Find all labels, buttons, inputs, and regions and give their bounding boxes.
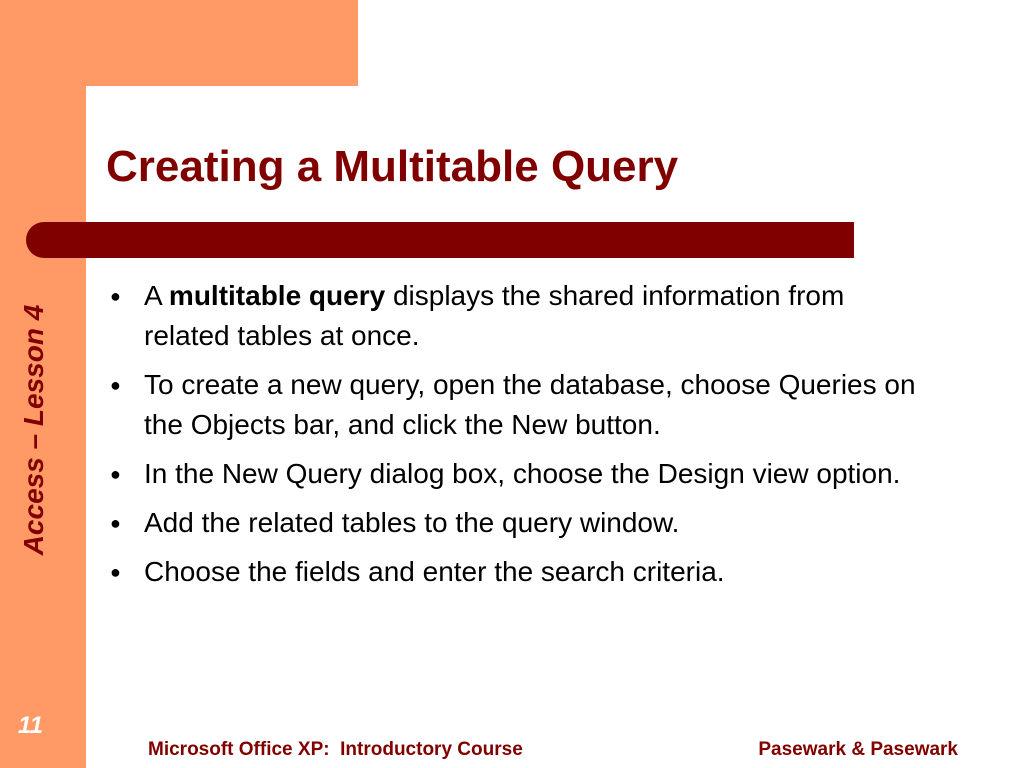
bullet-item xyxy=(106,503,936,543)
bullet-icon: ● xyxy=(110,464,121,484)
slide-number: 11 xyxy=(18,712,43,739)
bullet-text-prefix: A xyxy=(144,280,169,311)
bullet-text: To create a new query, open the database, choose Queries on the Objects bar, and click the New button. xyxy=(144,369,916,440)
bullet-icon: ● xyxy=(110,562,121,582)
bullet-item xyxy=(106,365,936,445)
bullet-icon: ● xyxy=(110,375,121,395)
bullet-key-term: multitable query xyxy=(168,280,386,311)
bullet-item xyxy=(106,454,936,494)
lesson-side-label: Access – Lesson 4 xyxy=(18,304,49,556)
bullet-text: Add the related tables to the query window. xyxy=(144,507,680,538)
footer-authors: Pasewark & Pasewark xyxy=(758,739,958,760)
bullet-list xyxy=(106,276,936,601)
title-underline-bar xyxy=(26,222,854,258)
top-accent-band xyxy=(0,0,358,86)
slide-title: Creating a Multitable Query xyxy=(106,142,679,191)
bullet-icon: ● xyxy=(110,286,121,306)
footer-course-name: Microsoft Office XP: Introductory Course xyxy=(148,739,523,760)
bullet-text-suffix: displays the shared information from related tables at once. xyxy=(144,280,845,351)
bullet-item xyxy=(106,276,936,356)
bullet-item xyxy=(106,552,936,592)
bullet-icon: ● xyxy=(110,513,121,533)
bullet-text: In the New Query dialog box, choose the Design view option. xyxy=(144,458,901,489)
bullet-text: Choose the fields and enter the search criteria. xyxy=(144,556,725,587)
